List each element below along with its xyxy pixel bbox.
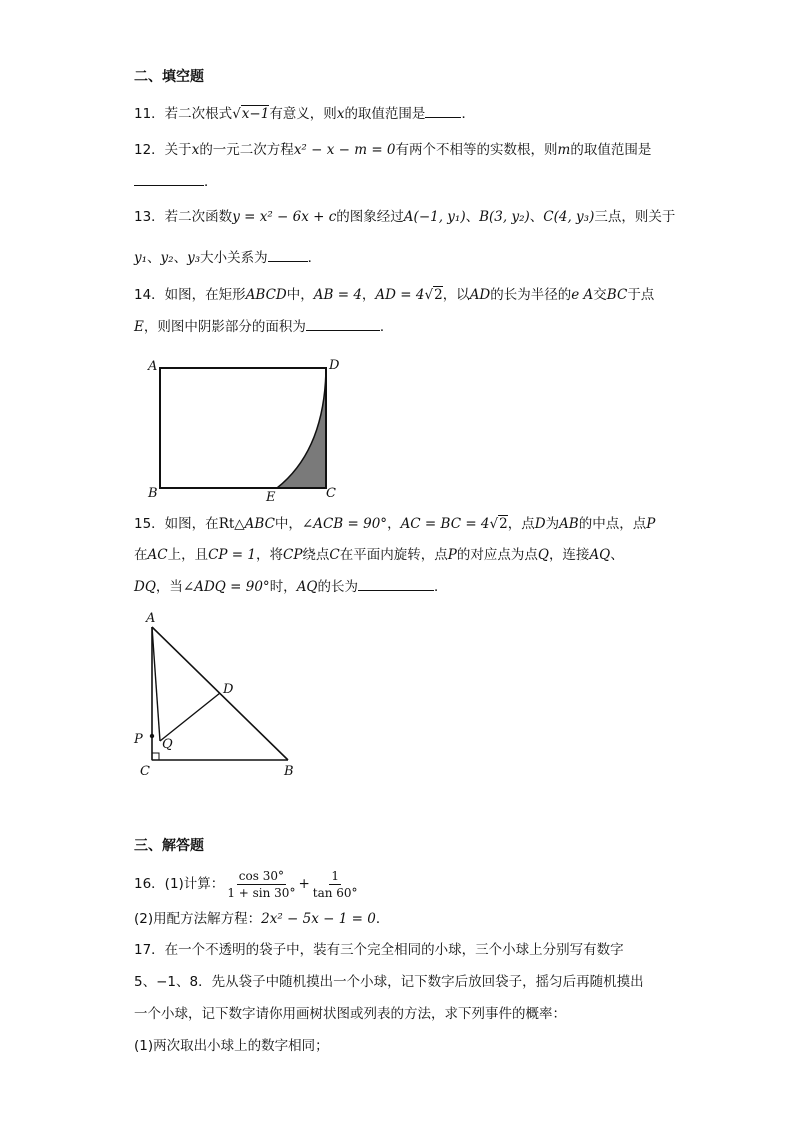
q14-label-d: D xyxy=(329,358,340,373)
question-15-line3 xyxy=(134,577,448,597)
q15-sqrt: √2 xyxy=(489,516,508,532)
q14-text-c: ， xyxy=(361,287,376,303)
q13-text-a: 13．若二次函数 xyxy=(134,209,233,225)
q16-part1-label: 16．(1)计算： xyxy=(134,876,225,892)
question-17-line4: (1)两次取出小球上的数字相同； xyxy=(134,1038,329,1054)
q15-pp: P xyxy=(646,516,656,532)
q16-fraction-1 xyxy=(225,869,297,900)
q11-sqrt: √x−1 xyxy=(232,106,270,122)
q14-ad: AD xyxy=(469,287,491,303)
q13-function: y = x² − 6x + c xyxy=(232,209,337,225)
q15-dq: DQ xyxy=(134,579,156,595)
q15-text-n: 、 xyxy=(610,547,624,563)
q16-frac2-numerator: 1 xyxy=(331,868,339,883)
q14-label-b: B xyxy=(148,486,158,501)
question-17-line1: 17．在一个不透明的袋子中，装有三个完全相同的小球，三个小球上分别写有数字 xyxy=(134,942,624,958)
question-11 xyxy=(134,104,475,124)
q13-sep2: 、 xyxy=(529,209,544,225)
q14-text-a: 14．如图，在矩形 xyxy=(134,287,246,303)
q12-answer-blank[interactable] xyxy=(134,173,204,186)
q13-y2: y₂ xyxy=(160,250,174,266)
question-14-line2 xyxy=(134,317,393,337)
q16-frac2-denominator: tan 60° xyxy=(312,885,358,900)
q16-frac1-denominator: 1 + sin 30° xyxy=(227,885,296,900)
q14-circle: e A xyxy=(571,287,594,303)
q13-text-c: 三点，则关于 xyxy=(594,209,676,225)
q15-rt: Rt△ xyxy=(218,516,245,532)
q15-answer-blank[interactable] xyxy=(358,578,434,591)
q11-mid: 有意义，则 xyxy=(269,106,337,122)
q15-text-o: ，当 xyxy=(155,579,183,595)
q13-y1: y₁ xyxy=(134,250,148,266)
q15-ac: AC xyxy=(147,547,168,563)
q14-rect: ABCD xyxy=(245,287,287,303)
q15-label-a: A xyxy=(146,611,156,626)
q15-text-g: 在 xyxy=(134,547,148,563)
q15-aq2: AQ xyxy=(296,579,318,595)
q13-text-b: 的图象经过 xyxy=(336,209,404,225)
q15-text-j: 绕点 xyxy=(302,547,330,563)
q14-ad-rad: 2 xyxy=(434,287,443,303)
question-15 xyxy=(134,514,655,534)
q16-end: ． xyxy=(375,911,390,927)
question-17-line3: 一个小球，记下数字请你用画树状图或列表的方法，求下列事件的概率： xyxy=(134,1006,566,1022)
q15-tri: ABC xyxy=(244,516,275,532)
q14-text-d: ，以 xyxy=(442,287,470,303)
q13-point-c: C(4, y₃) xyxy=(543,209,595,225)
q15-label-d: D xyxy=(223,682,234,697)
q12-var-m: m xyxy=(557,142,571,158)
q15-text-e: 为 xyxy=(545,516,560,532)
q15-pd: D xyxy=(534,516,546,532)
q15-adq: ∠ADQ = 90° xyxy=(182,579,270,595)
q15-text-q: 的长为 xyxy=(317,579,359,595)
q14-end: ． xyxy=(379,319,394,335)
q15-text-b: 中， xyxy=(274,516,302,532)
q11-suffix: 的取值范围是 xyxy=(344,106,426,122)
q14-text-g: 于点 xyxy=(627,287,655,303)
q13-y3: y₃ xyxy=(187,250,201,266)
q13-s2: 、 xyxy=(173,250,188,266)
q16-plus: + xyxy=(298,876,310,892)
q14-point-e: E xyxy=(134,319,144,335)
question-15-line2 xyxy=(134,545,624,565)
q11-end: ． xyxy=(461,106,475,122)
q14-label-a: A xyxy=(148,359,158,374)
q15-acbc-rad: 2 xyxy=(499,516,508,532)
question-14 xyxy=(134,285,654,305)
q14-bc: BC xyxy=(606,287,628,303)
q15-acbc-pre: AC = BC = 4 xyxy=(400,516,490,532)
q13-text-d: 大小关系为 xyxy=(200,250,268,266)
q15-text-k: 在平面内旋转，点 xyxy=(339,547,448,563)
q12-text-a: 12．关于 xyxy=(134,142,192,158)
question-16-part2 xyxy=(134,909,389,929)
q15-angle: ∠ACB = 90° xyxy=(301,516,388,532)
q14-text-e: 的长为半径的 xyxy=(490,287,572,303)
q15-pp2: P xyxy=(447,547,457,563)
q14-shaded-region xyxy=(277,368,326,488)
q15-segment-aq xyxy=(152,627,160,741)
q14-label-e: E xyxy=(266,490,276,505)
q11-prefix: 11．若二次根式 xyxy=(134,106,233,122)
q12-end: ． xyxy=(204,174,218,190)
q15-text-f: 的中点，点 xyxy=(578,516,647,532)
q15-cp2: CP xyxy=(283,547,303,563)
q15-end: ． xyxy=(434,579,448,595)
q15-text-c: ， xyxy=(387,516,401,532)
q15-aq: AQ xyxy=(589,547,611,563)
q13-point-b: B(3, y₂) xyxy=(479,209,530,225)
q13-s1: 、 xyxy=(147,250,161,266)
q15-text-p: 时， xyxy=(269,579,297,595)
q15-text-d: ，点 xyxy=(507,516,535,532)
q16-part2-label: (2)用配方法解方程： xyxy=(134,911,262,927)
q15-label-c: C xyxy=(140,764,150,779)
q15-label-q: Q xyxy=(162,737,173,752)
q16-fraction-2 xyxy=(311,869,360,900)
q15-text-m: ，连接 xyxy=(548,547,590,563)
question-12 xyxy=(134,140,651,160)
q15-label-p: P xyxy=(134,732,143,747)
question-12-line2 xyxy=(134,172,218,192)
q14-text-f: 交 xyxy=(593,287,607,303)
q12-text-d: 的取值范围是 xyxy=(570,142,652,158)
question-17-line2: 5、−1、8．先从袋子中随机摸出一个小球，记下数字后放回袋子，摇匀后再随机摸出 xyxy=(134,974,644,990)
q14-label-c: C xyxy=(326,486,336,501)
q14-ad-pre: AD = 4 xyxy=(375,287,425,303)
q14-text-b: 中， xyxy=(286,287,314,303)
q15-text-l: 的对应点为点 xyxy=(456,547,538,563)
q15-label-b: B xyxy=(284,764,294,779)
question-13 xyxy=(134,207,675,227)
q14-ab: AB = 4 xyxy=(313,287,362,303)
q15-cp: CP = 1 xyxy=(208,547,256,563)
q16-equation: 2x² − 5x − 1 = 0 xyxy=(261,911,376,927)
question-16-part1 xyxy=(134,866,361,902)
q13-answer-blank[interactable] xyxy=(268,249,308,262)
q12-text-b: 的一元二次方程 xyxy=(199,142,294,158)
q11-answer-blank[interactable] xyxy=(425,105,461,118)
q15-ab: AB xyxy=(559,516,579,532)
q16-frac1-numerator: cos 30° xyxy=(238,868,284,883)
q12-text-c: 有两个不相等的实数根，则 xyxy=(395,142,558,158)
section-fill-in-title: 二、填空题 xyxy=(134,69,204,85)
q14-answer-blank[interactable] xyxy=(306,318,380,331)
q11-var: x xyxy=(336,106,345,122)
q15-point-p xyxy=(150,734,154,738)
q15-pq: Q xyxy=(537,547,549,563)
q14-text-h: ，则图中阴影部分的面积为 xyxy=(143,319,306,335)
question-13-line2 xyxy=(134,248,321,268)
q14-figure xyxy=(140,350,350,505)
q13-point-a: A(−1, y₁) xyxy=(403,209,466,225)
q13-sep1: 、 xyxy=(465,209,480,225)
q15-text-h: 上，且 xyxy=(167,547,209,563)
q14-sqrt: √2 xyxy=(424,287,443,303)
q15-segment-dq xyxy=(160,693,220,741)
q12-var: x xyxy=(191,142,200,158)
q15-figure xyxy=(130,605,310,785)
q15-text-a: 15．如图，在 xyxy=(134,516,219,532)
q15-text-i: ，将 xyxy=(256,547,283,563)
q15-right-angle-mark xyxy=(152,753,159,760)
q13-end: ． xyxy=(307,250,322,266)
q12-equation: x² − x − m = 0 xyxy=(293,142,396,158)
section-answer-title: 三、解答题 xyxy=(134,838,204,854)
q11-radicand: x−1 xyxy=(241,106,270,122)
q15-pc: C xyxy=(329,547,340,563)
